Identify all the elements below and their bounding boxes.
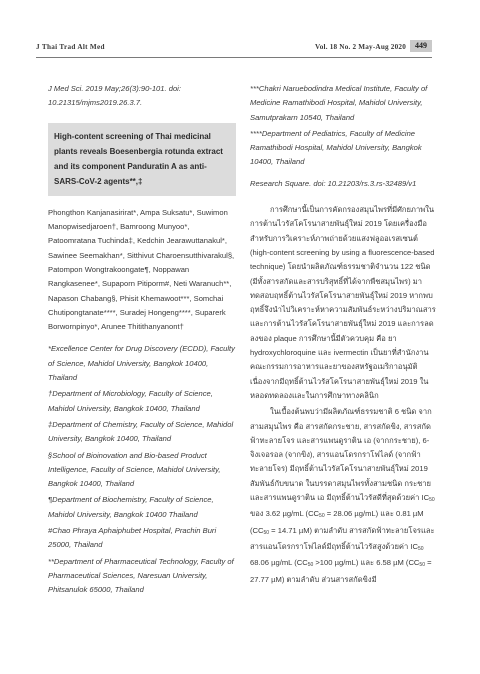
subscript-50: 50 — [419, 562, 425, 569]
para2-text: ในเบื้องต้นพบว่ามีผลิตภัณฑ์ธรรมชาติ 6 ชนิด จากสามสมุนไพร คือ สารสกัดกระชาย, สารสกัดขิง, สารสกัดฟ้าทะลายโจร และสารแพนดูราติน เอ (จากกระชาย), 6-จิงเจอรอล (จากขิง), สารแอนโดรกราโฟไลด์ (จากฟ้าทะลายโจร) มีฤทธิ์ต้านไวรัสโคโรนาสายพันธุ์ใหม่ 2019 สัมพันธ์กับขนาด ในบรรดาสมุนไพรทั้งสามชนิด กระชายและสารแพนดูราติน เอ มีฤทธิ์ต้านไวรัสดีที่สุดด้วยค่า IC — [250, 407, 432, 503]
article-title: High-content screening of Thai medicinal plants reveals Boesenbergia rotunda extract and its component Panduratin A as anti-SARS-CoV-2 agents**,‡ — [54, 131, 223, 187]
para2-text: >100 µg/mL) และ 6.58 µM (CC — [313, 558, 420, 568]
para2-text: = 14.71 µM) ตามลำดับ สารสกัดฟ้าทะลายโจรและสารแอนโดรกราโฟไลด์มีฤทธิ์ต้านไวรัสสูงด้วยค่า IC — [250, 525, 435, 551]
para2-text: = 28.06 µg/mL) และ 0.81 µM (CC — [250, 509, 424, 535]
affiliation: **Department of Pharmaceutical Technology, Faculty of Pharmaceutical Sciences, Naresuan University, Phitsanulok 65000, Thailand — [48, 556, 234, 595]
article-title-box — [48, 123, 236, 196]
body-paragraph-1: การศึกษานี้เป็นการคัดกรองสมุนไพรที่มีศักยภาพในการต้านไวรัสโคโรนาสายพันธุ์ใหม่ 2019 โดยเครื่องมือสำหรับการวิเคราะห์ภาพถ่ายด้วยแสงฟลูออเรสเซนต์ (high-content screening by using a fluorescence-based technique) โดยนำผลิตภัณฑ์ธรรมชาติจำนวน 122 ชนิด (มีทั้งสารสกัดและสารบริสุทธิ์ที่ได้จากพืชสมุนไพร) มาทดสอบฤทธิ์ต้านไวรัสโคโรนาสายพันธุ์ใหม่ 2019 หากพบฤทธิ์จึงนำไปวิเคราะห์หาความสัมพันธ์ระหว่างปริมาณสารและการต้านไวรัสโคโรนาสายพันธุ์ใหม่ 2019 และการลดลงของ plaque การศึกษานี้มีตัวควบคุม คือ ยา hydroxychloroquine และ ivermectin เป็นยาที่สำนักงานคณะกรรมการอาหารและยาของสหรัฐอเมริกาอนุมัติเนื่องจากมีฤทธิ์ต้านไวรัสโคโรนาสายพันธุ์ใหม่ 2019 ในหลอดทดลองและในการศึกษาทางคลินิก — [250, 205, 436, 400]
para2-text: 68.06 µg/mL (CC — [250, 558, 308, 568]
author-list: Phongthon Kanjanasirirat*, Ampa Suksatu*, Suwimon Manopwisedjaroen†, Bamroong Munyoo*, Patoomratana Tuchinda‡, Kedchin Jearawuttanakul*, Sawinee Seemakhan*, Sitthivut Charoensutthivarakul§, Patompon Wongtrakoongate¶, Noppawan Rangkasenee*, Supaporn Pitiporm#, Neti Waranuch**, Napason Chabang§, Phisit Khemawoot***, Somchai Chutipongtanate****, Suradej Hongeng****, Suparerk Borwornpinyo*, Arunee Thitithanyanont† — [48, 207, 235, 332]
journal-name: J Thai Trad Alt Med — [36, 43, 105, 51]
affiliation: §School of Bioinovation and Bio-based Product Intelligence, Faculty of Science, Mahidol University, Bangkok 10400, Thailand — [48, 450, 221, 489]
running-header — [36, 40, 432, 54]
body-paragraph-2 — [250, 405, 436, 587]
issue-info: Vol. 18 No. 2 May-Aug 2020 — [315, 43, 406, 51]
affiliation: †Department of Microbiology, Faculty of Science, Mahidol University, Bangkok 10400, Thailand — [48, 389, 213, 413]
subscript-50: 50 — [429, 497, 435, 504]
affiliation: ¶Department of Biochemistry, Faculty of Science, Mahidol University, Bangkok 10400 Thailand — [48, 495, 214, 519]
para2-text: = 27.77 µM) ตามลำดับ ส่วนสารสกัดขิงมี — [250, 558, 432, 584]
right-affiliations — [250, 82, 436, 170]
affiliation: ***Chakri Naruebodindra Medical Institute, Faculty of Medicine Ramathibodi Hospital, Mahidol University, Samutprakarn 10540, Thailand — [250, 84, 428, 122]
page-number: 449 — [410, 40, 432, 52]
right-column — [250, 82, 436, 587]
subscript-50: 50 — [263, 529, 270, 536]
header-rule — [36, 57, 432, 58]
affiliation: *Excellence Center for Drug Discovery (ECDD), Faculty of Science, Mahidol University, Bangkok 10400, Thailand — [48, 344, 235, 383]
para2-text: ของ 3.62 µg/mL (CC — [250, 509, 320, 519]
subscript-50: 50 — [417, 545, 424, 552]
right-citation: Research Square. doi: 10.21203/rs.3.rs-32489/v1 — [250, 178, 417, 188]
subscript-50: 50 — [307, 562, 314, 569]
subscript-50: 50 — [319, 513, 325, 520]
affiliation: #Chao Phraya Aphaiphubet Hospital, Prachin Buri 25000, Thailand — [48, 526, 217, 550]
left-affiliations — [48, 342, 236, 597]
affiliation: ****Department of Pediatrics, Faculty of Medicine Ramathibodi Hospital, Mahidol University, Bangkok 10400, Thailand — [250, 128, 422, 167]
left-column — [48, 82, 236, 600]
left-citation: J Med Sci. 2019 May;26(3):90-101. doi: 10.21315/mjms2019.26.3.7. — [48, 84, 181, 108]
affiliation: ‡Department of Chemistry, Faculty of Science, Mahidol University, Bangkok 10400, Thailand — [48, 419, 234, 444]
